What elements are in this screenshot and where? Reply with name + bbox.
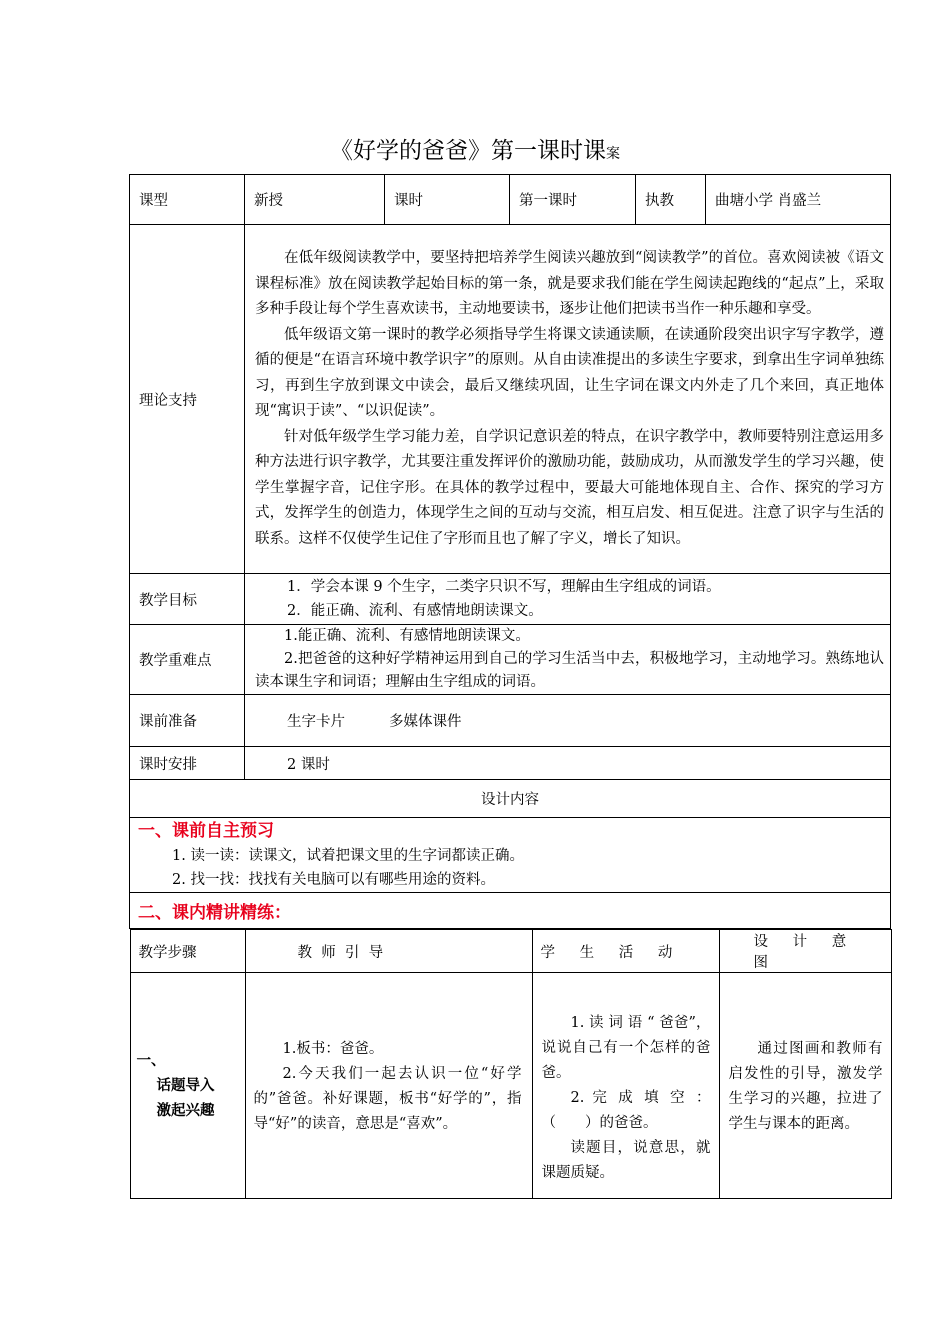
lesson-plan-table — [129, 174, 891, 1199]
intent-header: 设 计 意 图 — [719, 930, 891, 973]
preview-item: 1. 读一读：读课文，试着把课文里的生字词都读正确。 — [172, 848, 524, 864]
teacher-line: 1.板书：爸爸。 — [282, 1040, 384, 1057]
preview-section — [130, 818, 891, 893]
period-value: 第一课时 — [510, 175, 636, 225]
student-header: 学 生 活 动 — [532, 930, 719, 973]
teacher-line: 2.今天我们一起去认识一位“好学的”爸爸。补好课题，板书“好学的”，指导“好”的读音，意思是“喜欢”。 — [253, 1065, 522, 1132]
prep-label: 课前准备 — [130, 695, 245, 747]
teacher-cell — [245, 973, 532, 1199]
goals-content — [245, 574, 891, 625]
page-title — [0, 134, 950, 171]
keypoints-content — [245, 625, 891, 695]
goal-item: 1．学会本课 9 个生字，二类字只识不写，理解由生字组成的词语。 — [287, 579, 721, 595]
keypoint-item: 1.能正确、流利、有感情地朗读课文。 — [284, 628, 530, 644]
theory-content — [245, 225, 891, 574]
title-main: 《好学的爸爸》第一课时课 — [330, 138, 606, 164]
keypoint-item: 2.把爸爸的这种好学精神运用到自己的学习生活当中去，积极地学习，主动地学习。熟练地认读本课生字和词语；理解由生字组成的词语。 — [255, 651, 884, 690]
prep-item-multimedia: 多媒体课件 — [389, 714, 462, 730]
section2-heading: 二、课内精讲精练： — [138, 903, 291, 923]
teacher-value: 曲塘小学 肖盛兰 — [706, 175, 891, 225]
section2-heading-cell — [130, 893, 891, 929]
intent-text: 通过图画和教师有启发性的引导，激发学生学习的兴趣，拉进了学生与课本的距离。 — [728, 1040, 883, 1132]
preview-item: 2. 找一找：找找有关电脑可以有哪些用途的资料。 — [172, 872, 495, 888]
prep-item-cards: 生字卡片 — [287, 714, 345, 730]
period-label: 课时 — [385, 175, 510, 225]
step-number: 一、 — [136, 1053, 166, 1069]
theory-paragraph: 针对低年级学生学习能力差，自学识记意识差的特点，在识字教学中，教师要特别注意运用多种方法进行识字教学，尤其要注重发挥评价的激励功能，鼓励成功，从而激发学生的学习兴趣，使学生掌握字音，记住字形。在具体的教学过程中，要最大可能地体现自主、合作、探究的学习方式，发挥学生的创造力，体现学生之间的互动与交流，相互启发、相互促进。注意了识字与生活的联系。这样不仅使学生记住了字形而且也了解了字义，增长了知识。 — [255, 428, 884, 547]
student-line: 2. 完 成 填 空 ：（ ）的爸爸。 — [541, 1090, 711, 1131]
keypoints-label: 教学重难点 — [130, 625, 245, 695]
title-suffix: 案 — [606, 146, 620, 162]
prep-content — [245, 695, 891, 747]
step-title-line: 激起兴趣 — [156, 1103, 215, 1119]
theory-label: 理论支持 — [130, 225, 245, 574]
type-label: 课型 — [130, 175, 245, 225]
type-value: 新授 — [245, 175, 385, 225]
student-line: 1. 读 词 语 “ 爸爸”，说说自己有一个怎样的爸爸。 — [541, 1015, 711, 1081]
schedule-label: 课时安排 — [130, 747, 245, 780]
design-content-label: 设计内容 — [130, 780, 891, 818]
student-cell — [532, 973, 719, 1199]
step-header: 教学步骤 — [130, 930, 245, 973]
section1-heading: 一、课前自主预习 — [138, 821, 274, 841]
student-line: 读题目，说意思，就课题质疑。 — [541, 1140, 711, 1181]
step-title-line: 话题导入 — [156, 1078, 215, 1094]
schedule-value: 2 课时 — [245, 747, 891, 780]
theory-paragraph: 低年级语文第一课时的教学必须指导学生将课文读通读顺，在读通阶段突出识字写字教学，遵循的便是“在语言环境中教学识字”的原则。从自由读准提出的多读生字要求，到拿出生字词单独练习，再到生字放到课文中读会，最后又继续巩固，让生字词在课文内外走了几个来回，真正地体现“寓识于读”、“以识促读”。 — [255, 326, 884, 419]
teacher-label: 执教 — [636, 175, 706, 225]
steps-wrapper — [130, 929, 891, 1200]
steps-table — [130, 929, 892, 1199]
theory-paragraph: 在低年级阅读教学中，要坚持把培养学生阅读兴趣放到“阅读教学”的首位。喜欢阅读被《语文课程标准》放在阅读教学起始目标的第一条，就是要求我们能在学生阅读起跑线的“起点”上，采取多种手段让每个学生喜欢读书，主动地要读书，逐步让他们把读书当作一种乐趣和享受。 — [255, 250, 884, 317]
step-cell — [130, 973, 245, 1199]
intent-cell — [719, 973, 891, 1199]
teacher-header: 教 师 引 导 — [245, 930, 532, 973]
goals-label: 教学目标 — [130, 574, 245, 625]
goal-item: 2．能正确、流利、有感情地朗读课文。 — [287, 603, 543, 619]
